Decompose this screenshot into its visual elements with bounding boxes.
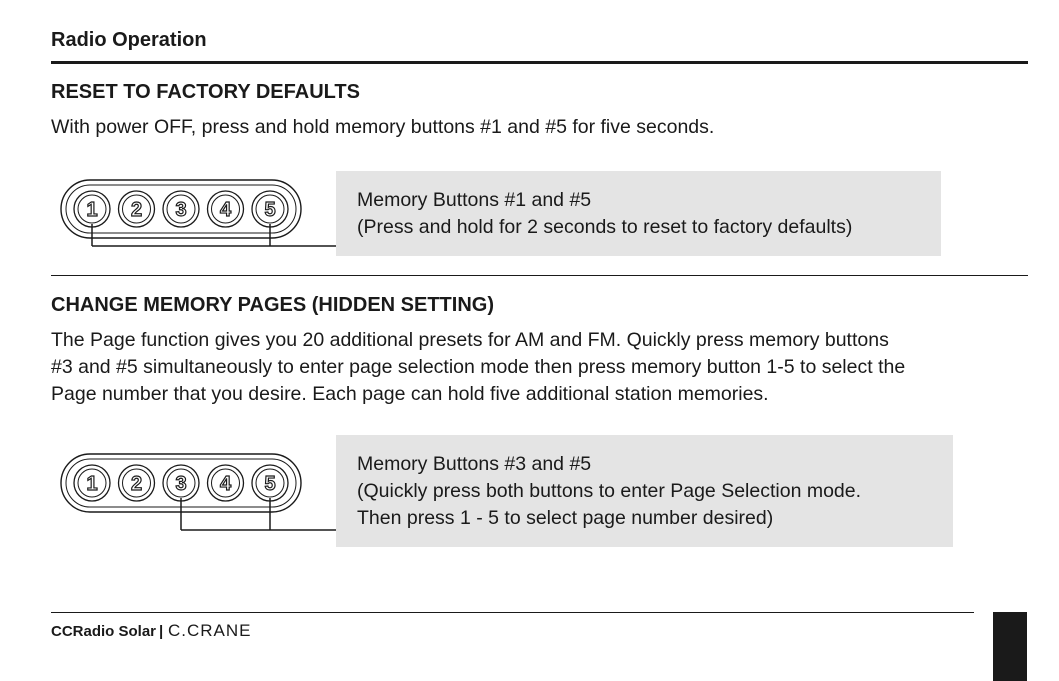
reset-memory-button-label: 4: [219, 199, 232, 221]
brand-logo: [168, 621, 290, 645]
pages-memory-button-label: 2: [130, 473, 143, 495]
footer-rule: [51, 612, 974, 613]
reset-memory-button-label: 5: [264, 199, 276, 221]
pages-body-line1: The Page function gives you 20 additional presets for AM and FM. Quickly press memory buttons: [51, 329, 889, 351]
pages-memory-button-4: [208, 465, 244, 501]
pages-memory-button-label: 1: [86, 473, 98, 495]
memory-buttons-diagram-reset: [58, 178, 348, 250]
memory-buttons-diagram-pages: [58, 452, 348, 534]
pages-body-line3: Page number that you desire. Each page can hold five additional station memories.: [51, 383, 769, 405]
pages-body-line2: #3 and #5 simultaneously to enter page selection mode then press memory button 1-5 to select the: [51, 356, 906, 378]
reset-body: With power OFF, press and hold memory buttons #1 and #5 for five seconds.: [51, 116, 715, 138]
section-divider: [51, 275, 1028, 276]
reset-memory-button-label: 3: [175, 199, 187, 221]
reset-callout-line2: (Press and hold for 2 seconds to reset to factory defaults): [357, 216, 853, 238]
page-tab: [993, 612, 1027, 681]
pages-memory-button-2: [119, 465, 155, 501]
pages-callout-line2: (Quickly press both buttons to enter Page Selection mode.: [357, 480, 862, 502]
page-title: Radio Operation: [51, 29, 207, 51]
pages-callout: [336, 435, 953, 547]
reset-heading: RESET TO FACTORY DEFAULTS: [51, 81, 360, 103]
reset-memory-button-5: [252, 191, 288, 227]
pages-memory-button-label: 4: [219, 473, 232, 495]
footer-product: CCRadio Solar: [51, 623, 157, 640]
reset-memory-button-1: [74, 191, 110, 227]
pages-memory-button-1: [74, 465, 110, 501]
pages-memory-button-label: 5: [264, 473, 276, 495]
footer-separator: |: [159, 623, 164, 640]
c-crane-logo-icon: [168, 621, 290, 639]
footer: [51, 621, 290, 645]
header-rule: [51, 61, 1028, 64]
pages-callout-line3: Then press 1 - 5 to select page number desired): [357, 507, 774, 529]
pages-memory-button-3: [163, 465, 199, 501]
reset-callout-line1: Memory Buttons #1 and #5: [357, 189, 592, 211]
pages-memory-button-5: [252, 465, 288, 501]
reset-memory-button-3: [163, 191, 199, 227]
pages-memory-button-label: 3: [175, 473, 187, 495]
pages-heading: CHANGE MEMORY PAGES (HIDDEN SETTING): [51, 294, 494, 316]
reset-memory-button-label: 1: [86, 199, 98, 221]
reset-memory-button-label: 2: [130, 199, 143, 221]
svg-text:C.CRANE: C.CRANE: [168, 621, 252, 639]
reset-callout: [336, 171, 941, 256]
reset-memory-button-4: [208, 191, 244, 227]
pages-callout-line1: Memory Buttons #3 and #5: [357, 453, 592, 475]
reset-memory-button-2: [119, 191, 155, 227]
